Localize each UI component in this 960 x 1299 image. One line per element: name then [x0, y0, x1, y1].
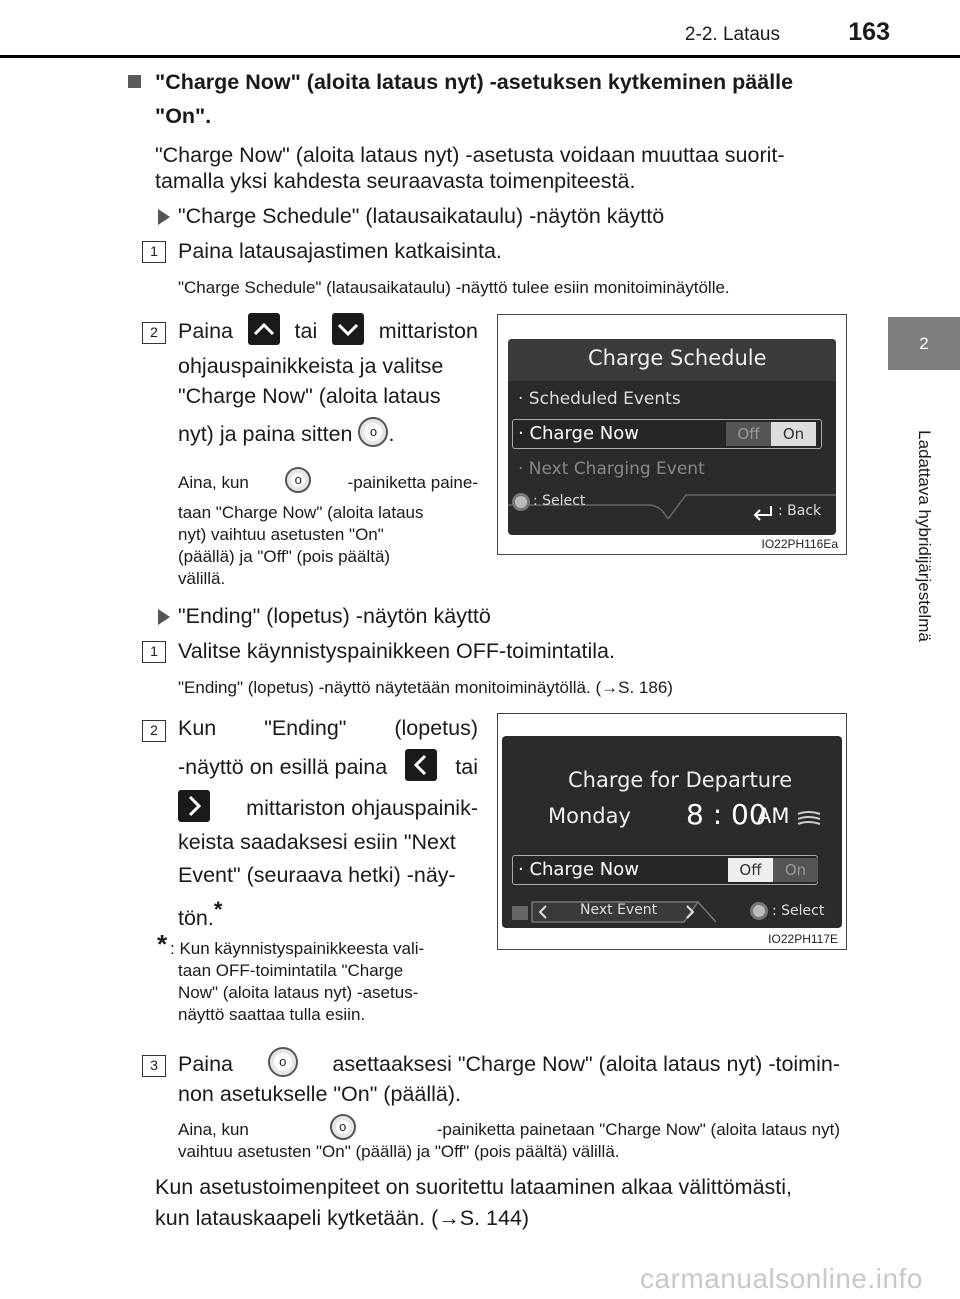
toggle-on: On	[773, 858, 818, 882]
text: Aina, kun	[178, 473, 249, 492]
climate-fan-icon	[794, 808, 824, 830]
lock-icon	[512, 906, 528, 920]
step-2b-line-5: Event" (seuraava hetki) -näy-	[178, 863, 456, 887]
select-knob-icon	[512, 493, 530, 511]
step-2a-line-3: "Charge Now" (aloita lataus	[178, 384, 441, 408]
screen-row: · Charge Now	[518, 423, 639, 444]
watermark: carmanualsonline.info	[640, 1263, 923, 1294]
step-3-line-2: non asetukselle "On" (päällä).	[178, 1082, 461, 1106]
footnote-line-2: taan OFF-toimintatila "Charge	[178, 961, 404, 980]
step-number: 3	[142, 1055, 166, 1077]
text: tön.	[178, 906, 214, 931]
heading-line-2: "On".	[155, 104, 212, 128]
step-number: 2	[142, 322, 166, 344]
step-2a-note-5: välillä.	[178, 569, 226, 588]
footnote-line-1: : Kun käynnistyspainikkeesta vali-	[170, 939, 425, 958]
toggle-off: Off	[728, 858, 773, 882]
step-number: 1	[142, 641, 166, 663]
intro-line-2: tamalla yksi kahdesta seuraavasta toimenpiteestä.	[155, 169, 636, 193]
am-pm: AM	[757, 804, 790, 828]
charge-schedule-figure	[497, 314, 847, 555]
chevron-up-icon	[248, 313, 280, 345]
asterisk: *	[213, 897, 223, 922]
word: tai	[294, 319, 318, 343]
heading-bullet	[128, 75, 141, 88]
step-3-line-1	[178, 1048, 840, 1081]
step-2a-note-4: (päällä) ja "Off" (pois päältä)	[178, 547, 391, 566]
text: -painiketta painetaan "Charge Now" (aloita lataus nyt)	[436, 1120, 840, 1139]
header-rule	[0, 55, 960, 58]
text: Paina	[178, 1052, 233, 1076]
step-number: 2	[142, 720, 166, 742]
step-3-note-2: vaihtuu asetusten "On" (päällä) ja "Off" (pois päältä) välillä.	[178, 1142, 620, 1161]
day: Monday	[548, 804, 631, 828]
toggle-off: Off	[726, 422, 771, 446]
next-event-label: Next Event	[580, 902, 658, 918]
step-text: Valitse käynnistyspainikkeen OFF-toimintatila.	[178, 639, 615, 663]
step-2a-note-3: nyt) vaihtuu asetusten "On"	[178, 525, 384, 544]
back-hint: : Back	[778, 503, 822, 519]
ok-button-icon: o	[330, 1114, 356, 1140]
step-note: "Ending" (lopetus) -näyttö näytetään monitoiminäytöllä. (→S. 186)	[178, 678, 673, 697]
method-a-title: "Charge Schedule" (latausaikataulu) -näytön käyttö	[178, 204, 665, 228]
text: Kun "Ending" (lopetus)	[178, 716, 478, 740]
toggle-on: On	[782, 425, 805, 443]
step-2a-line-2	[178, 350, 478, 383]
text: nyt) ja paina sitten	[178, 422, 353, 446]
text: tai	[455, 755, 478, 779]
text: .	[388, 422, 395, 446]
ok-button-icon: o	[285, 467, 311, 493]
intro-line-1: "Charge Now" (aloita lataus nyt) -asetusta voidaan muuttaa suorit-	[155, 143, 785, 167]
ok-button-icon: o	[358, 417, 388, 447]
charge-schedule-screen	[508, 339, 836, 535]
step-2a-note-1	[178, 470, 478, 496]
back-arrow-icon	[751, 503, 777, 521]
method-b-title: "Ending" (lopetus) -näytön käyttö	[178, 604, 491, 628]
footnote-line-4: näyttö saattaa tulla esiin.	[178, 1005, 366, 1024]
select-hint: : Select	[772, 903, 825, 919]
figure-code: IO22PH116Ea	[761, 537, 838, 551]
heading-line-1: "Charge Now" (aloita lataus nyt) -asetuksen kytkeminen päälle	[155, 70, 794, 94]
time: 8 : 00	[686, 798, 767, 831]
select-knob-icon	[750, 902, 768, 920]
step-note: "Charge Schedule" (latausaikataulu) -näyttö tulee esiin monitoiminäytölle.	[178, 278, 730, 297]
closing-line-2: kun latauskaapeli kytketään. (→S. 144)	[155, 1206, 530, 1230]
step-2b-line-2	[178, 751, 478, 784]
step-text: Paina latausajastimen katkaisinta.	[178, 239, 502, 263]
charge-now-toggle	[728, 858, 818, 882]
closing-line-1: Kun asetustoimenpiteet on suoritettu lataaminen alkaa välittömästi,	[155, 1175, 793, 1199]
step-2b-line-3	[178, 792, 478, 825]
step-2b-line-6	[178, 893, 222, 935]
screen-row: · Charge Now	[518, 859, 639, 880]
screen-title: Charge Schedule	[588, 346, 767, 370]
text: asettaaksesi "Charge Now" (aloita lataus nyt) -toimin-	[332, 1052, 840, 1076]
chevron-down-icon	[332, 313, 364, 345]
step-2b-line-1	[178, 712, 478, 745]
select-hint: : Select	[533, 493, 586, 509]
chevron-right-icon	[178, 790, 210, 822]
screen-row: · Scheduled Events	[518, 389, 681, 409]
text: mittariston ohjauspainik-	[246, 796, 478, 820]
step-2b-line-4: keista saadaksesi esiin "Next	[178, 830, 456, 854]
step-2a-line-4	[178, 418, 394, 451]
page-number: 163	[848, 18, 890, 46]
text: -näyttö on esillä paina	[178, 755, 388, 779]
ending-figure	[497, 713, 847, 950]
charge-now-toggle	[726, 422, 816, 446]
screen-row: · Next Charging Event	[518, 459, 705, 479]
ok-button-icon: o	[268, 1047, 298, 1077]
chapter-title: Ladattava hybridijärjestelmä	[915, 430, 934, 642]
step-3-note-1	[178, 1117, 840, 1143]
section-title: 2-2. Lataus	[684, 24, 780, 45]
screen-title: Charge for Departure	[568, 768, 793, 792]
chapter-tab: 2	[888, 317, 960, 370]
footnote-mark: *	[157, 929, 168, 959]
step-2a-line-1	[178, 315, 478, 348]
footnote-line-3: Now" (aloita lataus nyt) -asetus-	[178, 983, 419, 1002]
step-number: 1	[142, 241, 166, 263]
method-a-bullet	[158, 209, 170, 225]
word: Paina	[178, 319, 233, 343]
chevron-left-icon	[405, 749, 437, 781]
step-2a-note-2: taan "Charge Now" (aloita lataus	[178, 503, 424, 522]
text: ohjauspainikkeista ja valitse	[178, 354, 444, 378]
text: -painiketta paine-	[347, 473, 478, 492]
text: Aina, kun	[178, 1120, 249, 1139]
ending-screen	[502, 736, 842, 928]
word: mittariston	[378, 319, 478, 343]
figure-code: IO22PH117E	[768, 932, 838, 946]
method-b-bullet	[158, 609, 170, 625]
